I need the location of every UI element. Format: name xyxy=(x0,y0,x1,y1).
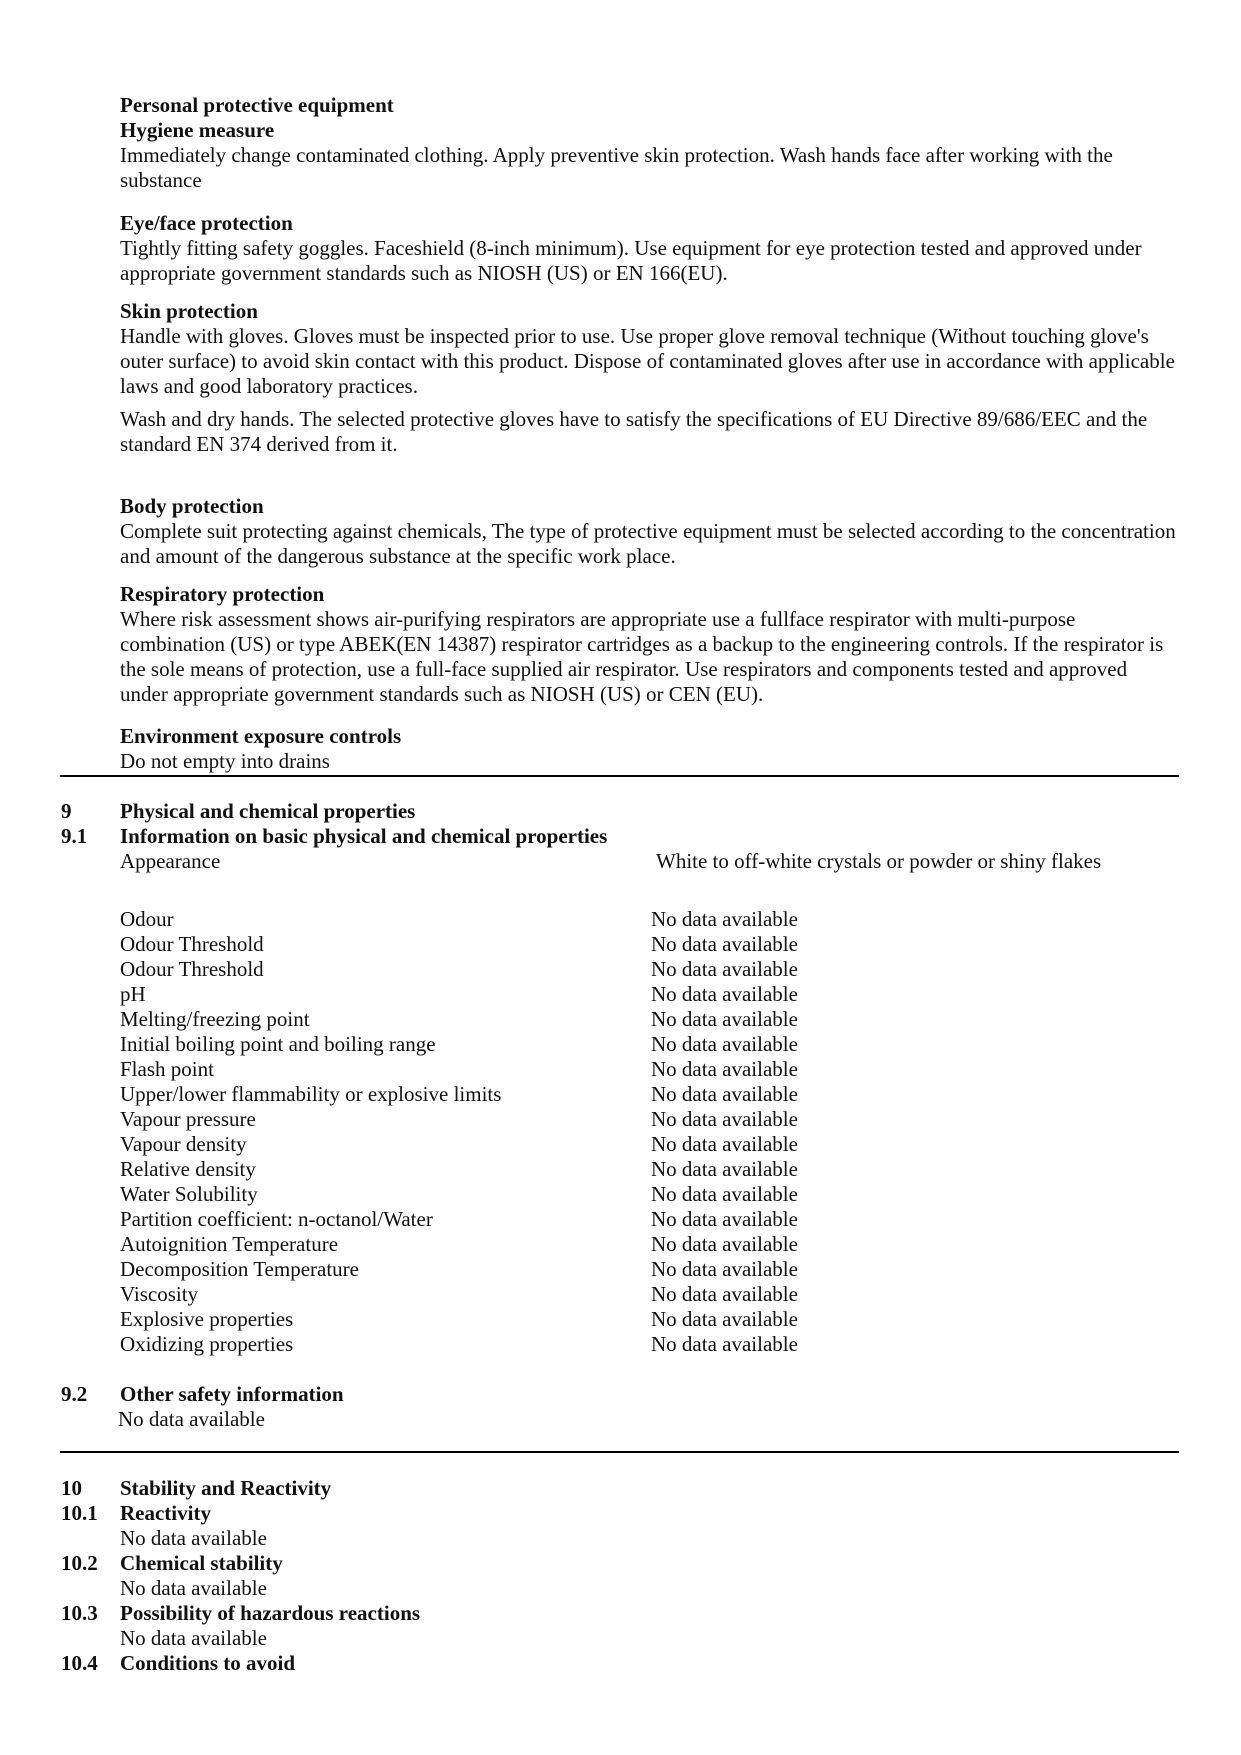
heading-respiratory: Respiratory protection xyxy=(120,582,325,606)
property-label: Flash point xyxy=(120,1057,214,1081)
property-value: No data available xyxy=(651,1257,798,1281)
property-value: No data available xyxy=(651,1132,798,1156)
appearance-label: Appearance xyxy=(120,849,221,873)
heading-skin: Skin protection xyxy=(120,299,258,323)
property-label: Melting/freezing point xyxy=(120,1007,310,1031)
section-10-3-text: No data available xyxy=(120,1626,267,1650)
section-9-title: Physical and chemical properties xyxy=(120,799,416,823)
property-value: No data available xyxy=(651,1282,798,1306)
section-10-4-number: 10.4 xyxy=(61,1651,98,1675)
property-value: No data available xyxy=(651,1332,798,1356)
section-10-2-number: 10.2 xyxy=(61,1551,98,1575)
property-label: Water Solubility xyxy=(120,1182,258,1206)
section-9-2-number: 9.2 xyxy=(61,1382,88,1406)
section-9-2-text: No data available xyxy=(118,1407,265,1431)
body-text: Complete suit protecting against chemicals, The type of protective equipment must be selected according to the concentration and amount of the dangerous substance at the specific work place. xyxy=(120,519,1176,568)
property-value: No data available xyxy=(651,907,798,931)
heading-hygiene: Hygiene measure xyxy=(120,118,275,142)
property-value: No data available xyxy=(651,1182,798,1206)
section-9-1-title: Information on basic physical and chemical properties xyxy=(120,824,608,848)
property-label: Initial boiling point and boiling range xyxy=(120,1032,436,1056)
section-10-number: 10 xyxy=(61,1476,82,1500)
section-9-2-title: Other safety information xyxy=(120,1382,344,1406)
property-value: No data available xyxy=(651,1082,798,1106)
property-label: Decomposition Temperature xyxy=(120,1257,359,1281)
heading-body: Body protection xyxy=(120,494,264,518)
section-10-2-title: Chemical stability xyxy=(120,1551,283,1575)
section-10-3-title: Possibility of hazardous reactions xyxy=(120,1601,421,1625)
property-value: No data available xyxy=(651,1307,798,1331)
heading-ppe: Personal protective equipment xyxy=(120,93,394,117)
property-label: pH xyxy=(120,982,146,1006)
property-value: No data available xyxy=(651,1232,798,1256)
section-10-1-title: Reactivity xyxy=(120,1501,211,1525)
property-label: Odour Threshold xyxy=(120,957,264,981)
eye-face-text: Tightly fitting safety goggles. Faceshield (8-inch minimum). Use equipment for eye protection tested and approved under appropriate government standards such as NIOSH (US) or EN 166(EU). xyxy=(120,236,1142,285)
section-9-1-number: 9.1 xyxy=(61,824,88,848)
property-value: No data available xyxy=(651,1107,798,1131)
property-label: Odour xyxy=(120,907,174,931)
heading-environment: Environment exposure controls xyxy=(120,724,402,748)
property-label: Autoignition Temperature xyxy=(120,1232,339,1256)
property-value: No data available xyxy=(651,957,798,981)
section-10-2-text: No data available xyxy=(120,1576,267,1600)
property-label: Partition coefficient: n-octanol/Water xyxy=(120,1207,433,1231)
property-label: Upper/lower flammability or explosive limits xyxy=(120,1082,502,1106)
property-value: No data available xyxy=(651,1157,798,1181)
property-label: Vapour pressure xyxy=(120,1107,256,1131)
section-10-3-number: 10.3 xyxy=(61,1601,98,1625)
property-label: Odour Threshold xyxy=(120,932,264,956)
property-label: Relative density xyxy=(120,1157,256,1181)
property-label: Explosive properties xyxy=(120,1307,294,1331)
property-label: Viscosity xyxy=(120,1282,199,1306)
property-label: Vapour density xyxy=(120,1132,247,1156)
section-10-1-number: 10.1 xyxy=(61,1501,98,1525)
property-value: No data available xyxy=(651,932,798,956)
property-value: No data available xyxy=(651,1207,798,1231)
skin-text-2: Wash and dry hands. The selected protective gloves have to satisfy the specifications of EU Directive 89/686/EEC and the standard EN 374 derived from it. xyxy=(120,407,1148,456)
property-label: Oxidizing properties xyxy=(120,1332,294,1356)
section-divider xyxy=(60,775,1179,777)
property-value: No data available xyxy=(651,1057,798,1081)
respiratory-text: Where risk assessment shows air-purifying respirators are appropriate use a fullface respirator with multi-purpose combination (US) or type ABEK(EN 14387) respirator cartridges as a backup to the engineering controls. If the respirator is the sole means of protection, use a full-face supplied air respirator. Use respirators and components tested and approved under appropriate government standards such as NIOSH (US) or CEN (EU). xyxy=(120,607,1164,706)
section-10-1-text: No data available xyxy=(120,1526,267,1550)
environment-text: Do not empty into drains xyxy=(120,749,330,773)
property-value: No data available xyxy=(651,1032,798,1056)
section-9-number: 9 xyxy=(61,799,72,823)
hygiene-text: Immediately change contaminated clothing. Apply preventive skin protection. Wash hands face after working with the substance xyxy=(120,143,1113,192)
section-10-4-title: Conditions to avoid xyxy=(120,1651,296,1675)
section-10-title: Stability and Reactivity xyxy=(120,1476,332,1500)
property-value: No data available xyxy=(651,982,798,1006)
property-value: No data available xyxy=(651,1007,798,1031)
heading-eye-face: Eye/face protection xyxy=(120,211,293,235)
appearance-value: White to off-white crystals or powder or shiny flakes xyxy=(656,849,1102,873)
skin-text: Handle with gloves. Gloves must be inspected prior to use. Use proper glove removal technique (Without touching glove's outer surface) to avoid skin contact with this product. Dispose of contaminated gloves after use in accordance with applicable laws and good laboratory practices. xyxy=(120,324,1175,398)
section-divider xyxy=(60,1451,1179,1453)
